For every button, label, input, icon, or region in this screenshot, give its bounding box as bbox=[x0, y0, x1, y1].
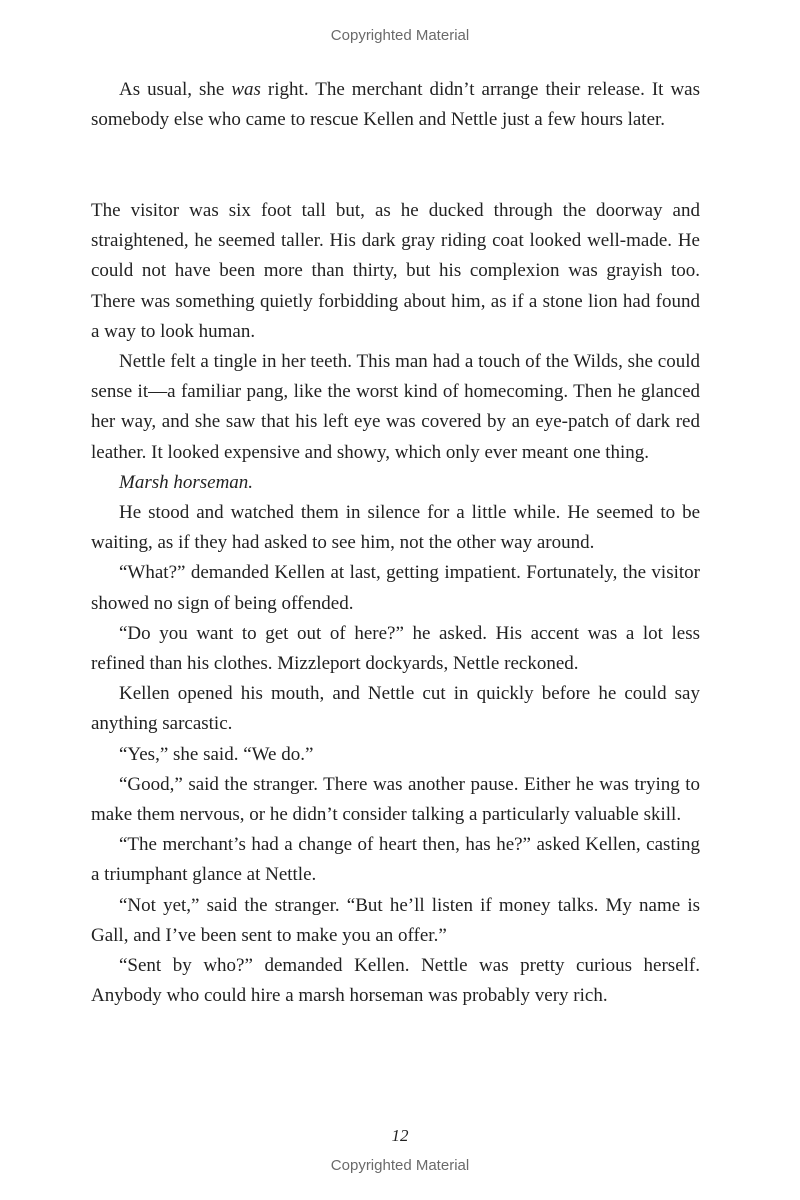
paragraph: He stood and watched them in silence for a little while. He seemed to be waiting, as if they had asked to see him, not the other way around. bbox=[91, 502, 700, 554]
paragraph-text: right. The merchant didn’t arrange their release. It was somebody else who came to rescue Kellen and Nettle just a few hours later. bbox=[91, 79, 700, 131]
paragraph bbox=[91, 75, 700, 135]
paragraph: “Good,” said the stranger. There was another pause. Either he was trying to make them nervous, or he didn’t consider talking a particularly valuable skill. bbox=[91, 773, 700, 826]
paragraph-text: As usual, she bbox=[119, 79, 232, 100]
emphasis-text: Marsh horseman. bbox=[119, 471, 254, 493]
page-number: 12 bbox=[391, 1126, 409, 1145]
paragraph bbox=[91, 468, 700, 498]
paragraph: “Sent by who?” demanded Kellen. Nettle was pretty curious herself. Anybody who could hire a marsh horseman was probably very rich. bbox=[91, 955, 700, 1007]
paragraph: Nettle felt a tingle in her teeth. This man had a touch of the Wilds, she could sense it—a familiar pang, like the worst kind of homecoming. Then he glanced her way, and she saw that his left eye was covered by an eye-patch of dark red leather. It looked expensive and showy, which only ever meant one thing. bbox=[91, 351, 700, 463]
paragraph: Kellen opened his mouth, and Nettle cut in quickly before he could say anything sarcastic. bbox=[91, 683, 700, 735]
paragraph: “Not yet,” said the stranger. “But he’ll listen if money talks. My name is Gall, and I’ve been sent to make you an offer.” bbox=[91, 894, 700, 946]
text-section-2 bbox=[91, 196, 700, 1011]
watermark-bottom: Copyrighted Material bbox=[330, 1157, 470, 1174]
text-section-1 bbox=[91, 75, 700, 135]
paragraph: “Yes,” she said. “We do.” bbox=[119, 743, 314, 765]
paragraph: “The merchant’s had a change of heart then, has he?” asked Kellen, casting a triumphant glance at Nettle. bbox=[91, 834, 700, 886]
watermark-top: Copyrighted Material bbox=[330, 27, 470, 44]
paragraph: “What?” demanded Kellen at last, getting impatient. Fortunately, the visitor showed no sign of being offended. bbox=[91, 562, 700, 614]
emphasis-text: was bbox=[231, 79, 261, 100]
paragraph: “Do you want to get out of here?” he asked. His accent was a lot less refined than his clothes. Mizzleport dockyards, Nettle reckoned. bbox=[91, 622, 700, 675]
paragraph: The visitor was six foot tall but, as he ducked through the doorway and straightened, he seemed taller. His dark gray riding coat looked well-made. He could not have been more than thirty, but his complexion was grayish too. There was something quietly forbidding about him, as if a stone lion had found a way to look human. bbox=[91, 200, 700, 342]
